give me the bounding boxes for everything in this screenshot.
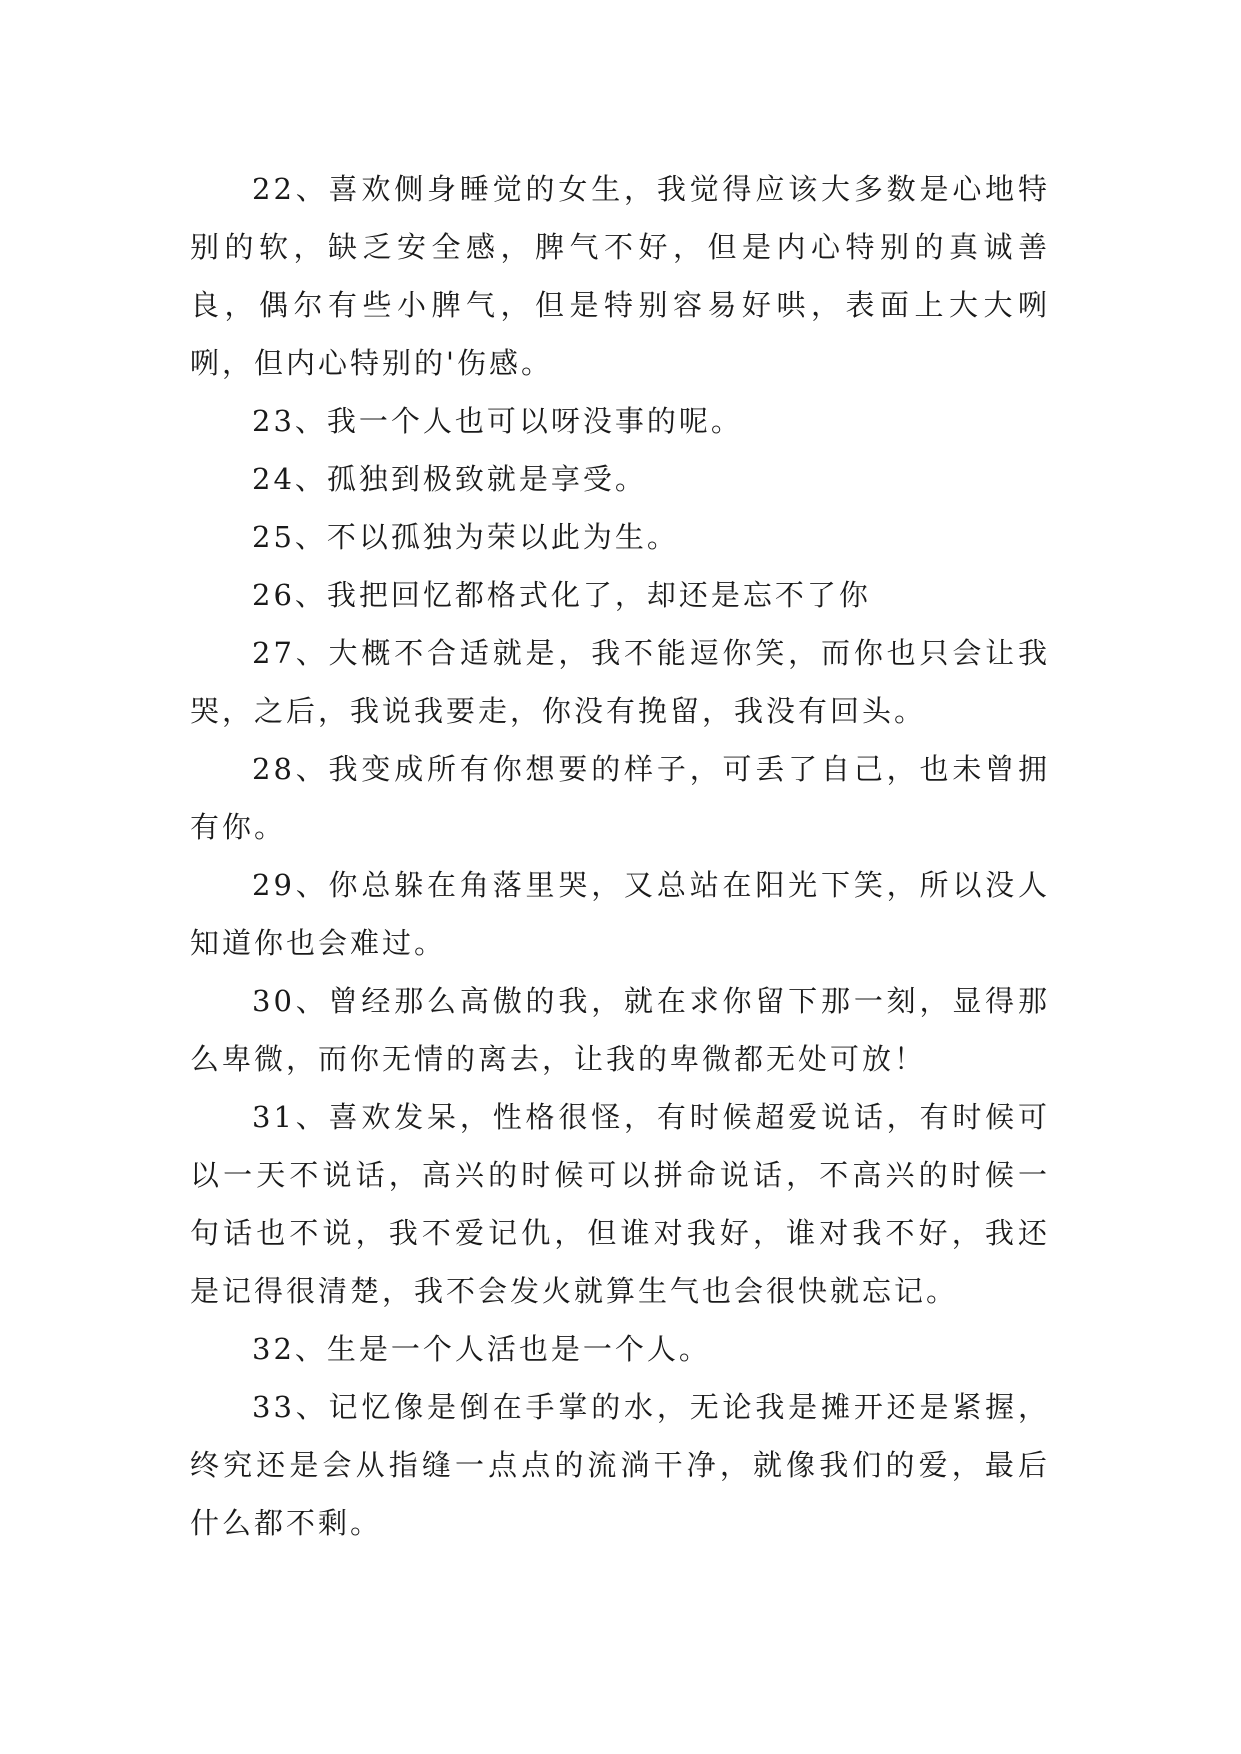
document-body — [190, 160, 1050, 1552]
paragraph-29: 29、你总躲在角落里哭，又总站在阳光下笑，所以没人知道你也会难过。 — [190, 868, 1050, 960]
paragraph-22: 22、喜欢侧身睡觉的女生，我觉得应该大多数是心地特别的软，缺乏安全感，脾气不好，但是内心特别的真诚善良，偶尔有些小脾气，但是特别容易好哄，表面上大大咧咧，但内心特别的'伤感。 — [190, 172, 1050, 380]
paragraph-25: 25、不以孤独为荣以此为生。 — [252, 520, 679, 554]
paragraph-24: 24、孤独到极致就是享受。 — [252, 462, 647, 496]
paragraph-31: 31、喜欢发呆，性格很怪，有时候超爱说话，有时候可以一天不说话，高兴的时候可以拼命说话，不高兴的时候一句话也不说，我不爱记仇，但谁对我好，谁对我不好，我还是记得很清楚，我不会发火就算生气也会很快就忘记。 — [190, 1100, 1050, 1308]
paragraph-23: 23、我一个人也可以呀没事的呢。 — [252, 404, 743, 438]
paragraph-33: 33、记忆像是倒在手掌的水，无论我是摊开还是紧握，终究还是会从指缝一点点的流淌干净，就像我们的爱，最后什么都不剩。 — [190, 1390, 1050, 1540]
paragraph-27: 27、大概不合适就是，我不能逗你笑，而你也只会让我哭，之后，我说我要走，你没有挽留，我没有回头。 — [190, 636, 1050, 728]
paragraph-28: 28、我变成所有你想要的样子，可丢了自己，也未曾拥有你。 — [190, 752, 1050, 844]
paragraph-26: 26、我把回忆都格式化了，却还是忘不了你 — [252, 578, 871, 612]
paragraph-30: 30、曾经那么高傲的我，就在求你留下那一刻，显得那么卑微，而你无情的离去，让我的卑微都无处可放！ — [190, 984, 1050, 1076]
paragraph-32: 32、生是一个人活也是一个人。 — [252, 1332, 711, 1366]
